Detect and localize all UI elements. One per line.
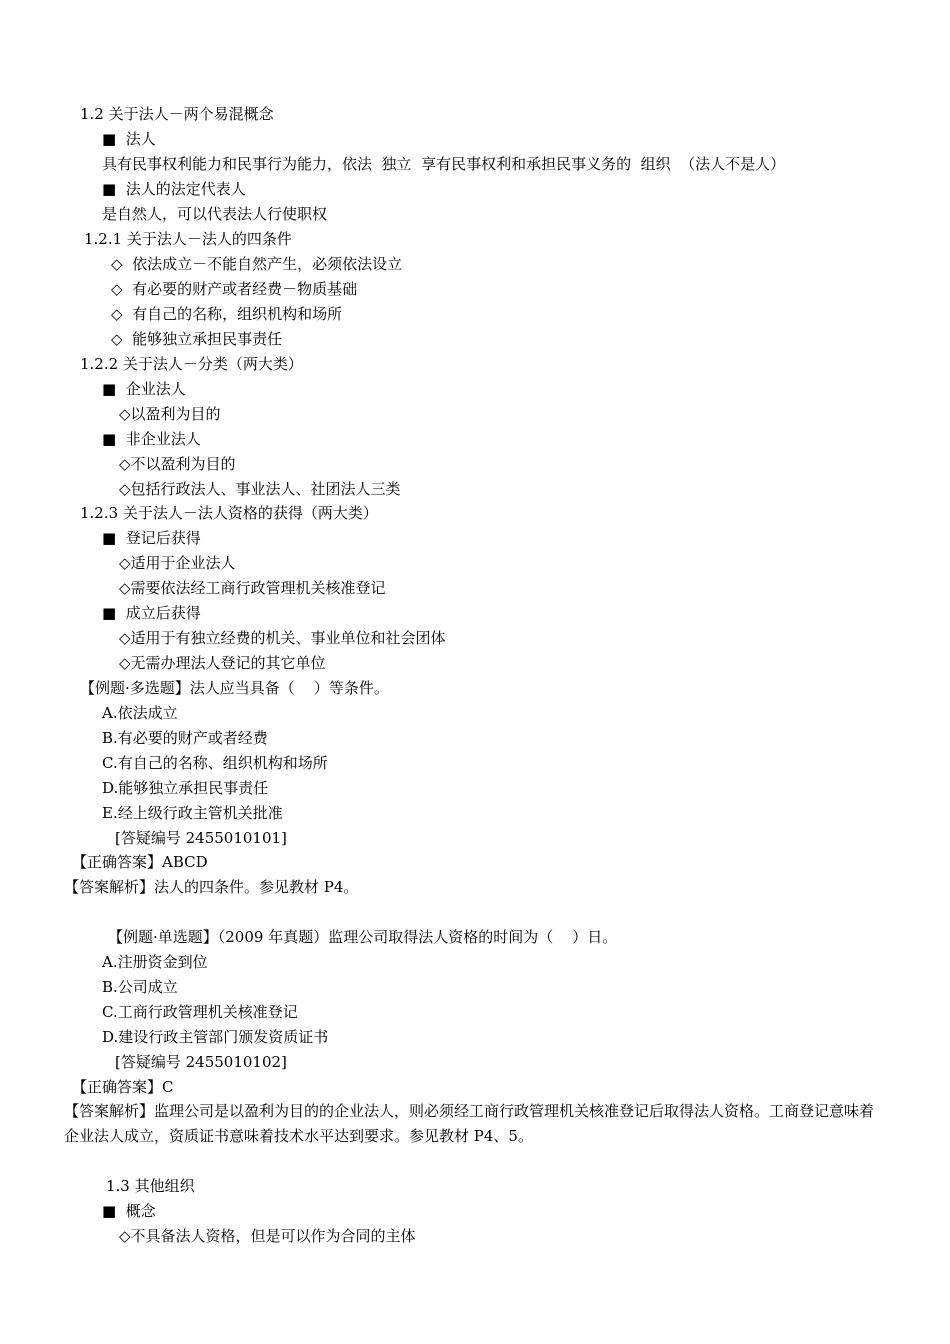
bullet-legal-person: ■ 法人 [102,130,156,148]
sub-item: ◇适用于有独立经费的机关、事业单位和社会团体 [119,629,446,647]
question-1-explanation: 【答案解析】法人的四条件。参见教材 P4。 [64,878,359,896]
question-1-option: D.能够独立承担民事责任 [102,779,269,797]
question-2-option: D.建设行政主管部门颁发资质证书 [102,1028,329,1046]
question-1-option: C.有自己的名称、组织机构和场所 [102,754,328,772]
condition-item: ◇ 有必要的财产或者经费－物质基础 [111,280,358,298]
bullet-concept: ■ 概念 [102,1202,156,1220]
sub-item: ◇以盈利为目的 [119,405,221,423]
condition-item: ◇ 依法成立－不能自然产生，必须依法设立 [111,255,403,273]
bullet-after-registration: ■ 登记后获得 [102,529,201,547]
heading-1-2-2: 1.2.2 关于法人－分类（两大类） [80,355,303,373]
bullet-non-enterprise: ■ 非企业法人 [102,430,201,448]
sub-item: ◇不具备法人资格，但是可以作为合同的主体 [119,1227,416,1245]
question-1-option: A.依法成立 [102,704,178,722]
question-2-option: C.工商行政管理机关核准登记 [102,1003,298,1021]
question-1-option: E.经上级行政主管机关批准 [102,804,283,822]
sub-item: ◇无需办理法人登记的其它单位 [119,654,326,672]
bullet-enterprise: ■ 企业法人 [102,380,186,398]
sub-item: ◇需要依法经工商行政管理机关核准登记 [119,579,386,597]
heading-1-2: 1.2 关于法人－两个易混概念 [80,105,274,123]
question-2-option: B.公司成立 [102,978,178,996]
question-2-option: A.注册资金到位 [102,953,208,971]
question-2-explanation: 【答案解析】监理公司是以盈利为目的的企业法人，则必须经工商行政管理机关核准登记后取得法人资格。工商登记意味着企业法人成立，资质证书意味着技术水平达到要求。参见教材 P4、5。 [64,1102,875,1145]
definition-text: 具有民事权利能力和民事行为能力，依法 独立 享有民事权利和承担民事义务的 组织 （法人不是人） [102,155,786,173]
question-1-option: B.有必要的财产或者经费 [102,729,268,747]
legal-rep-text: 是自然人，可以代表法人行使职权 [102,205,328,223]
bullet-after-establishment: ■ 成立后获得 [102,604,201,622]
condition-item: ◇ 有自己的名称，组织机构和场所 [111,305,343,323]
question-2-stem: 【例题·单选题】（2009 年真题）监理公司取得法人资格的时间为（ ）日。 [108,928,618,946]
sub-item: ◇包括行政法人、事业法人、社团法人三类 [119,480,401,498]
sub-item: ◇不以盈利为目的 [119,455,236,473]
question-1-stem: 【例题·多选题】法人应当具备（ ）等条件。 [80,679,389,697]
question-1-answer: 【正确答案】ABCD [72,853,208,871]
question-2-id: [答疑编号 2455010102] [115,1053,287,1071]
bullet-legal-rep: ■ 法人的法定代表人 [102,180,246,198]
condition-item: ◇ 能够独立承担民事责任 [111,330,283,348]
question-1-id: [答疑编号 2455010101] [115,829,287,847]
sub-item: ◇适用于企业法人 [119,554,236,572]
heading-1-2-3: 1.2.3 关于法人－法人资格的获得（两大类） [80,504,378,522]
question-2-answer: 【正确答案】C [72,1078,174,1096]
heading-1-3: 1.3 其他组织 [106,1177,195,1195]
heading-1-2-1: 1.2.1 关于法人－法人的四条件 [84,230,292,248]
